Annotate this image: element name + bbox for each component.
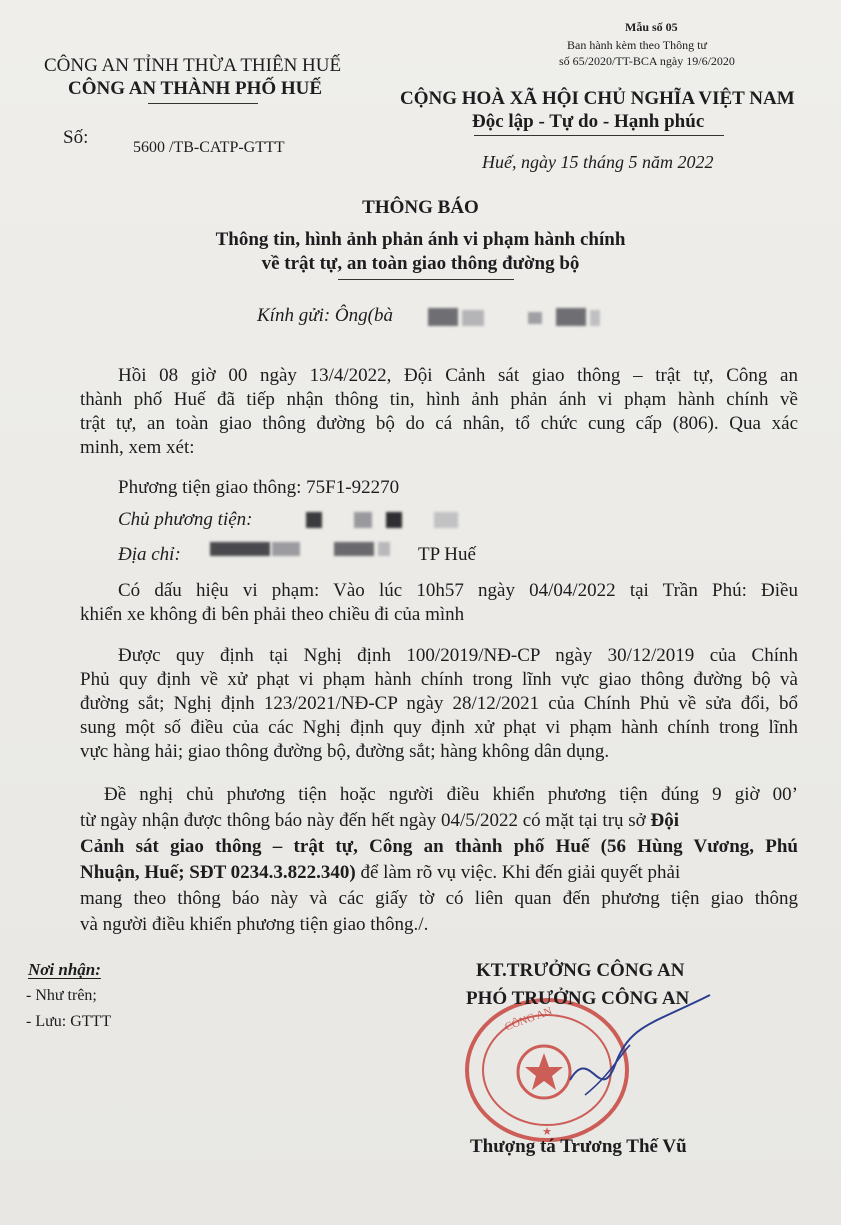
document-subtitle-1: Thông tin, hình ảnh phản ánh vi phạm hành chính (215, 229, 626, 250)
recipients-heading: Nơi nhận: (28, 960, 101, 979)
request-line-6: và người điều khiển phương tiện giao thông./. (80, 914, 429, 935)
address-label: Địa chỉ: (118, 544, 181, 565)
request-line-4 (80, 862, 680, 884)
request-line-4-bold: Nhuận, Huế; SĐT 0234.3.822.340) (80, 862, 356, 883)
request-line-1: Đề nghị chủ phương tiện hoặc người điều khiển phương tiện đúng 9 giờ 00’ (104, 784, 798, 805)
request-line-2-bold: Đội (650, 810, 679, 831)
doc-number: 5600 /TB-CATP-GTTT (133, 139, 285, 156)
signature-title-1: KT.TRƯỞNG CÔNG AN (476, 960, 685, 981)
request-line-3: Cảnh sát giao thông – trật tự, Công an thành phố Huế (56 Hùng Vương, Phú (80, 836, 798, 857)
agency-parent: CÔNG AN TỈNH THỪA THIÊN HUẾ (44, 55, 342, 76)
doc-number-label: Số: (63, 127, 89, 148)
legal-line-2: Phủ quy định về xử phạt vi phạm hành chính trong lĩnh vực giao thông đường bộ và (80, 669, 798, 690)
legal-line-3: đường sắt; Nghị định 123/2021/NĐ-CP ngày 28/12/2021 của Chính Phủ về sửa đổi, bổ (80, 693, 798, 714)
legal-line-1: Được quy định tại Nghị định 100/2019/NĐ-CP ngày 30/12/2019 của Chính (118, 645, 798, 666)
violation-line-2: khiển xe không đi bên phải theo chiều đi của mình (80, 604, 465, 625)
place-date: Huế, ngày 15 tháng 5 năm 2022 (482, 152, 714, 172)
recipient-item: - Lưu: GTTT (26, 1013, 112, 1030)
signer-name: Thượng tá Trương Thế Vũ (470, 1136, 687, 1157)
document-title: THÔNG BÁO (362, 197, 479, 218)
paragraph-1-line-1: Hồi 08 giờ 00 ngày 13/4/2022, Đội Cảnh sát giao thông – trật tự, Công an (118, 365, 798, 386)
subtitle-underline (338, 279, 514, 280)
svg-text:CÔNG AN: CÔNG AN (503, 1005, 554, 1034)
address-city: TP Huế (418, 544, 476, 565)
request-line-5: mang theo thông báo này và các giấy tờ có liên quan đến phương tiện giao thông (80, 888, 798, 909)
paragraph-1-line-2: thành phố Huế đã tiếp nhận thông tin, hình ảnh phản ánh vi phạm hành chính về (80, 389, 798, 410)
addressee-label: Kính gửi: Ông(bà (257, 305, 393, 326)
request-line-2 (80, 810, 679, 832)
paragraph-1-line-4: minh, xem xét: (80, 437, 195, 458)
motto-underline (474, 135, 724, 136)
vehicle-plate: Phương tiện giao thông: 75F1-92270 (118, 477, 400, 498)
form-number: Mẫu số 05 (625, 20, 678, 34)
violation-line-1: Có dấu hiệu vi phạm: Vào lúc 10h57 ngày 04/04/2022 tại Trần Phú: Điều (118, 580, 798, 601)
request-line-2-text: từ ngày nhận được thông báo này đến hết ngày 04/5/2022 có mặt tại trụ sở (80, 810, 651, 831)
legal-line-4: sung một số điều của các Nghị định quy định xử phạt vi phạm hành chính trong lĩnh (80, 717, 798, 738)
document-subtitle-2: về trật tự, an toàn giao thông đường bộ (261, 253, 580, 274)
request-line-4-text: để làm rõ vụ việc. Khi đến giải quyết phải (355, 862, 681, 883)
agency-unit: CÔNG AN THÀNH PHỐ HUẾ (68, 78, 323, 99)
nation-title: CỘNG HOÀ XÃ HỘI CHỦ NGHĨA VIỆT NAM (400, 88, 795, 109)
recipient-item: - Như trên; (26, 987, 97, 1004)
agency-underline (148, 103, 258, 104)
svg-text:★: ★ (542, 1126, 552, 1138)
form-issued-with: Ban hành kèm theo Thông tư (567, 38, 707, 52)
signature-title-2: PHÓ TRƯỞNG CÔNG AN (466, 988, 690, 1009)
owner-label: Chủ phương tiện: (118, 509, 253, 530)
legal-line-5: vực hàng hải; giao thông đường bộ, đường sắt; hàng không dân dụng. (80, 741, 610, 762)
form-circular: số 65/2020/TT-BCA ngày 19/6/2020 (559, 54, 735, 68)
paragraph-1-line-3: trật tự, an toàn giao thông đường bộ do cá nhân, tổ chức cung cấp (806). Qua xác (80, 413, 798, 434)
national-motto: Độc lập - Tự do - Hạnh phúc (472, 111, 705, 132)
